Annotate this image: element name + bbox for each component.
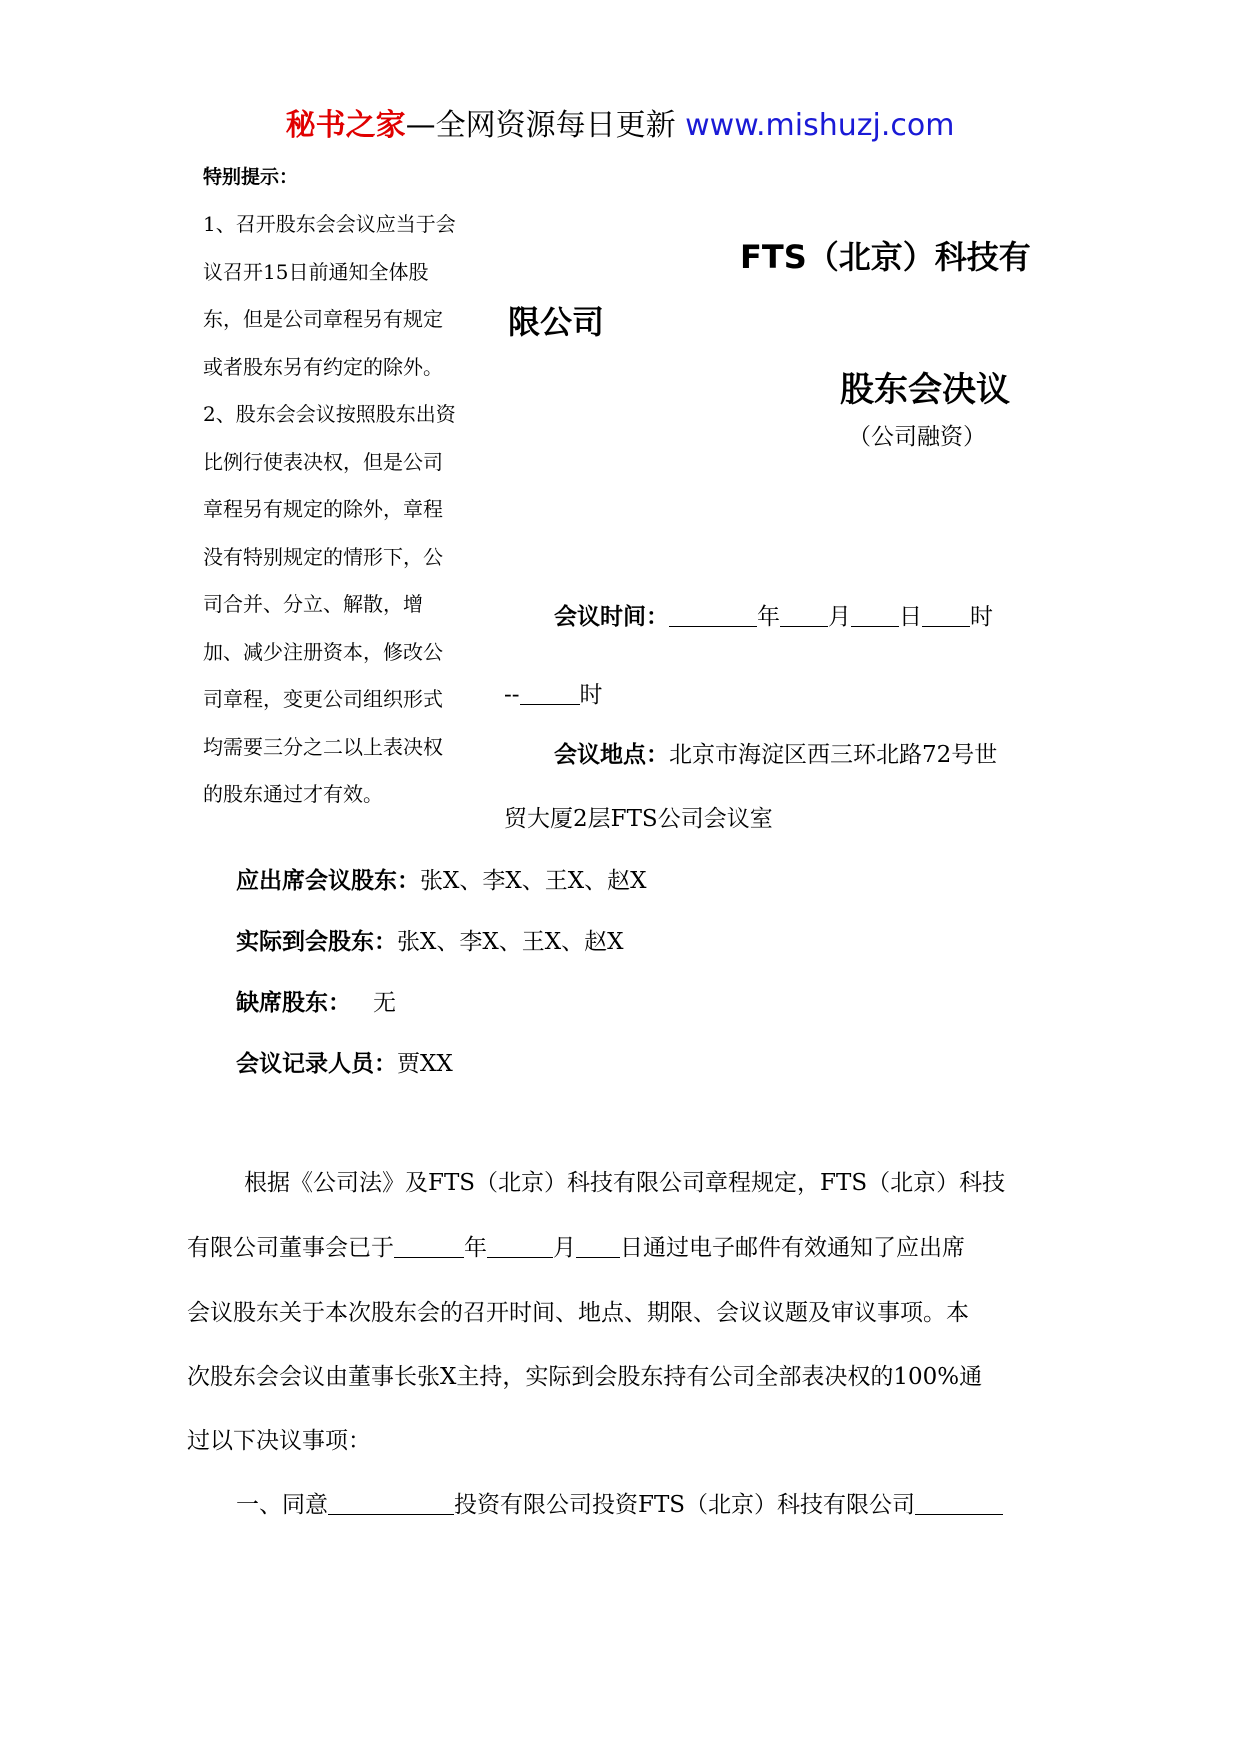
time-hour-unit: 时 (970, 604, 993, 630)
notice-line: 比例行使表决权，但是公司 (203, 449, 443, 474)
actual-value: 张X、李X、王X、赵X (397, 929, 624, 955)
notice-heading: 特别提示： (203, 166, 299, 188)
meeting-time-label: 会议时间： (554, 604, 669, 630)
blank-field (328, 1491, 454, 1515)
brand-slogan: —全网资源每日更新 (405, 108, 686, 143)
recorder-value: 贾XX (397, 1051, 453, 1077)
body-line-4: 次股东会会议由董事长张X主持，实际到会股东持有公司全部表决权的100%通 (187, 1364, 983, 1390)
body-text: 有限公司董事会已于 (187, 1235, 394, 1261)
document-title: 股东会决议 (840, 370, 1010, 410)
notice-line: 或者股东另有约定的除外。 (203, 354, 443, 379)
body-text: 日通过电子邮件有效通知了应出席 (620, 1235, 965, 1261)
blank-field (669, 603, 757, 627)
notice-line: 1、召开股东会会议应当于会 (203, 212, 456, 236)
blank-field (520, 681, 580, 705)
time-end-unit: 时 (579, 682, 603, 708)
document-subtitle: （公司融资） (848, 424, 986, 450)
resolution-1 (236, 1486, 1003, 1519)
notice-line: 议召开15日前通知全体股 (203, 259, 429, 284)
expected-value: 张X、李X、王X、赵X (420, 868, 647, 894)
body-line-1: 根据《公司法》及FTS（北京）科技有限公司章程规定，FTS（北京）科技 (244, 1170, 1006, 1196)
notice-line: 2、股东会会议按照股东出资 (203, 402, 456, 426)
meeting-place-label: 会议地点： (554, 742, 669, 768)
expected-label: 应出席会议股东： (236, 868, 420, 894)
notice-line: 司章程，变更公司组织形式 (203, 687, 443, 711)
site-url-link[interactable]: www.mishuzj.com (685, 108, 955, 143)
blank-field (780, 603, 828, 627)
month-unit: 月 (553, 1235, 576, 1261)
notice-line: 没有特别规定的情形下，公 (203, 544, 443, 569)
recorder-label: 会议记录人员： (236, 1051, 397, 1077)
year-unit: 年 (464, 1235, 487, 1261)
body-line-3: 会议股东关于本次股东会的召开时间、地点、期限、会议议题及审议事项。本 (187, 1300, 969, 1326)
resolution-prefix: 一、同意 (236, 1492, 328, 1518)
expected-shareholders (236, 862, 647, 895)
notice-line: 东，但是公司章程另有规定 (203, 307, 443, 331)
blank-field (922, 603, 970, 627)
notice-line: 均需要三分之二以上表决权 (203, 734, 443, 759)
company-name-line-1: FTS（北京）科技有 (740, 238, 1031, 276)
blank-field (851, 603, 899, 627)
actual-shareholders (236, 923, 624, 956)
resolution-text: 投资有限公司投资FTS（北京）科技有限公司 (454, 1492, 916, 1518)
time-month-unit: 月 (828, 604, 851, 630)
meeting-time-end (504, 676, 603, 709)
recorder (236, 1045, 453, 1078)
company-name-line-2: 限公司 (508, 303, 605, 341)
absent-label: 缺席股东： (236, 990, 351, 1016)
absent-value: 无 (373, 990, 396, 1016)
site-header (0, 100, 1240, 144)
time-year-unit: 年 (757, 604, 780, 630)
blank-field (487, 1234, 553, 1258)
blank-field (394, 1234, 464, 1258)
notice-line: 加、减少注册资本，修改公 (203, 639, 443, 664)
notice-line: 章程另有规定的除外，章程 (203, 497, 443, 521)
blank-field (576, 1234, 620, 1258)
meeting-place (554, 736, 997, 769)
time-dash: -- (504, 682, 520, 708)
time-day-unit: 日 (899, 604, 922, 630)
meeting-place-cont: 贸大厦2层FTS公司会议室 (504, 806, 773, 832)
blank-field (915, 1491, 1003, 1515)
notice-line: 司合并、分立、解散，增 (203, 592, 423, 616)
special-notice (203, 162, 473, 819)
absent-shareholders (236, 984, 396, 1017)
body-line-5: 过以下决议事项： (187, 1428, 371, 1454)
brand-name: 秘书之家 (285, 108, 406, 143)
actual-label: 实际到会股东： (236, 929, 397, 955)
notice-line: 的股东通过才有效。 (203, 782, 383, 806)
body-line-2 (187, 1229, 965, 1262)
meeting-place-value: 北京市海淀区西三环北路72号世 (669, 742, 998, 768)
meeting-time (554, 598, 993, 631)
